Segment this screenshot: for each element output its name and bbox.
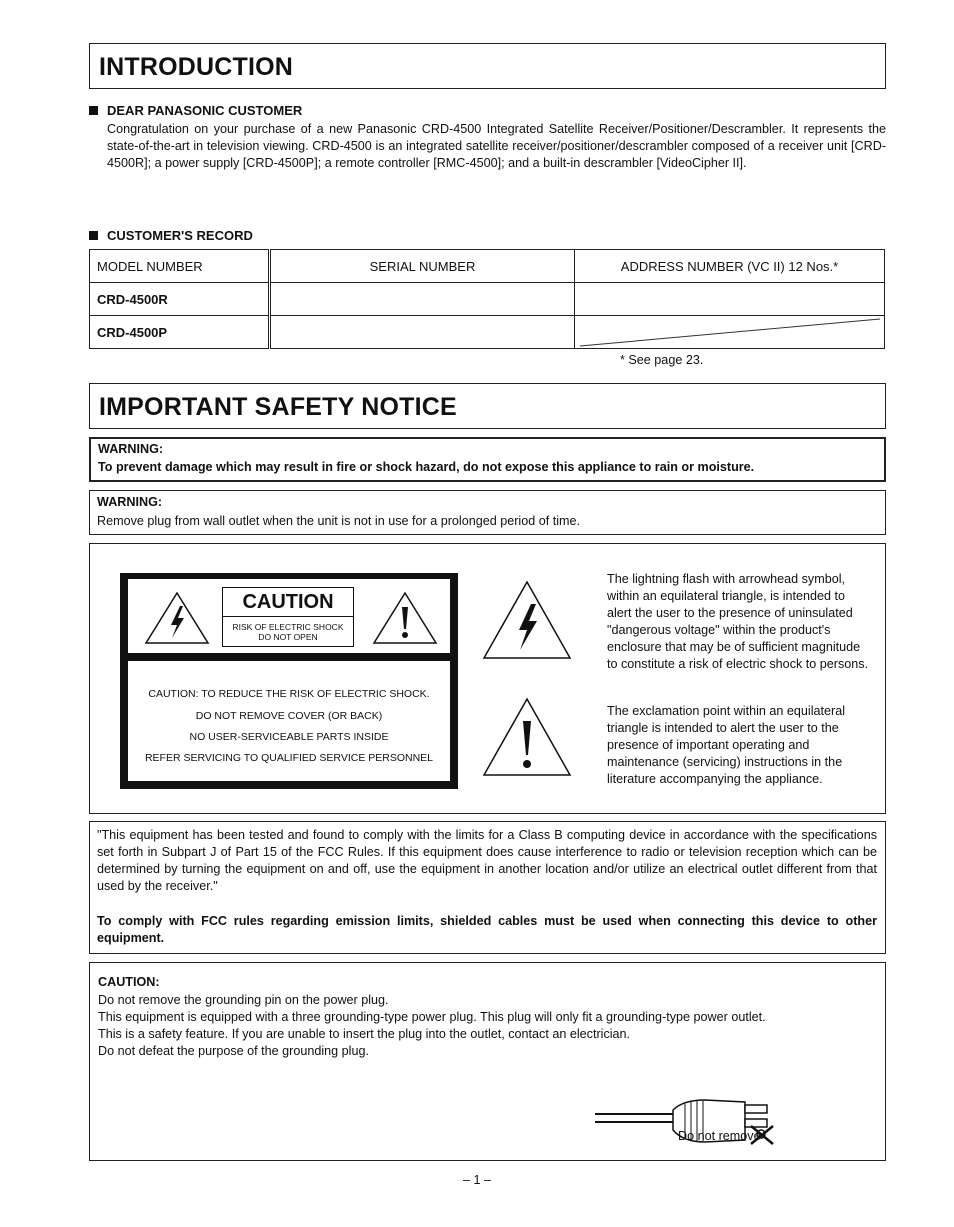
model-cell: CRD-4500P: [90, 316, 270, 349]
introduction-title: INTRODUCTION: [99, 53, 294, 81]
warning-box-moisture: [89, 437, 886, 482]
serial-cell: [270, 283, 575, 316]
caution-line: REFER SERVICING TO QUALIFIED SERVICE PERSONNEL: [144, 752, 434, 764]
caution-label-panel: [120, 573, 458, 789]
dear-customer-text: Congratulation on your purchase of a new Panasonic CRD-4500 Integrated Satellite Receiver/Positioner/Descrambler. It represents the state-of-the-art in television viewing. CRD-4500 is an integrated satellite receiver/positioner/descrambler composed of a receiver unit [CRD-4500R]; a power supply [CRD-4500P]; a remote controller [RMC-4500]; and a built-in descrambler [VideoCipher II].: [107, 122, 886, 170]
model-cell: CRD-4500R: [90, 283, 270, 316]
customer-record-table: [89, 249, 885, 349]
diagonal-line: [575, 316, 884, 349]
warning-text: Remove plug from wall outlet when the unit is not in use for a prolonged period of time.: [97, 514, 581, 528]
plug-caption: Do not remove: [678, 1129, 761, 1143]
fcc-bold-text: To comply with FCC rules regarding emission limits, shielded cables must be used when connecting this device to other equipment.: [97, 914, 877, 945]
table-row: [90, 316, 885, 349]
caution-line: Do not remove the grounding pin on the power plug.: [98, 993, 389, 1007]
fcc-text: "This equipment has been tested and found to comply with the limits for a Class B computing device in accordance with the specifications set forth in Subpart J of Part 15 of the FCC Rules. If this equipment does cause interference to radio or television reception which can be determined by turning the equipment on and off, use the equipment in another location and/or utilize an electrical outlet different from that used by the receiver.": [97, 828, 877, 893]
customer-record-heading: CUSTOMER'S RECORD: [89, 228, 253, 243]
table-header-row: [90, 250, 885, 283]
table-row: [90, 283, 885, 316]
exclamation-triangle-icon: [482, 697, 572, 777]
caution-sub1: RISK OF ELECTRIC SHOCK: [232, 622, 344, 632]
dear-customer-heading: DEAR PANASONIC CUSTOMER: [89, 103, 302, 118]
page-number: – 1 –: [462, 1173, 491, 1187]
safety-title: IMPORTANT SAFETY NOTICE: [99, 393, 457, 421]
footnote: * See page 23.: [620, 353, 704, 367]
warning-label: WARNING:: [97, 495, 163, 509]
caution-title: CAUTION: [223, 588, 353, 617]
warning-box-plug: [89, 490, 886, 535]
caution-line: CAUTION: TO REDUCE THE RISK OF ELECTRIC SHOCK.: [148, 688, 430, 700]
caution-line: Do not defeat the purpose of the grounding plug.: [98, 1044, 369, 1058]
caution-heading: CAUTION:: [98, 975, 160, 989]
exclamation-explanation: The exclamation point within an equilateral triangle is intended to alert the user to the presence of important operating and maintenance (servicing) instructions in the literature accompanying the appliance.: [607, 704, 846, 786]
serial-cell: [270, 316, 575, 349]
address-cell: [575, 283, 885, 316]
caution-label-bottom: [128, 661, 450, 781]
caution-line: This is a safety feature. If you are unable to insert the plug into the outlet, contact an electrician.: [98, 1027, 631, 1041]
fcc-box: [89, 821, 886, 954]
caution-sub2: DO NOT OPEN: [258, 632, 318, 642]
caution-label-top: [128, 579, 450, 653]
safety-title-box: [89, 383, 886, 429]
lightning-triangle-icon: [482, 580, 572, 660]
bullet-square-icon: [89, 106, 98, 115]
introduction-title-box: [89, 43, 886, 89]
caution-line: NO USER-SERVICEABLE PARTS INSIDE: [189, 731, 389, 743]
bullet-square-icon: [89, 231, 98, 240]
warning-label: WARNING:: [98, 442, 164, 456]
lightning-explanation: The lightning flash with arrowhead symbol, within an equilateral triangle, is intended to alert the user to the presence of uninsulated "dangerous voltage" within the product's enclosure that may be of sufficient magnitude to constitute a risk of electric shock to persons.: [607, 572, 869, 671]
lightning-triangle-icon: [144, 591, 210, 645]
address-cell: [575, 316, 885, 349]
warning-text: To prevent damage which may result in fire or shock hazard, do not expose this appliance to rain or moisture.: [98, 460, 755, 474]
header-model: MODEL NUMBER: [90, 250, 270, 283]
header-address: ADDRESS NUMBER (VC II) 12 Nos.*: [575, 250, 885, 283]
caution-title-box: [222, 587, 354, 647]
caution-grounding-box: [89, 962, 886, 1161]
caution-line: DO NOT REMOVE COVER (OR BACK): [195, 710, 383, 722]
header-serial: SERIAL NUMBER: [270, 250, 575, 283]
caution-line: This equipment is equipped with a three grounding-type power plug. This plug will only fit a grounding-type power outlet.: [98, 1010, 766, 1024]
exclamation-triangle-icon: [372, 591, 438, 645]
